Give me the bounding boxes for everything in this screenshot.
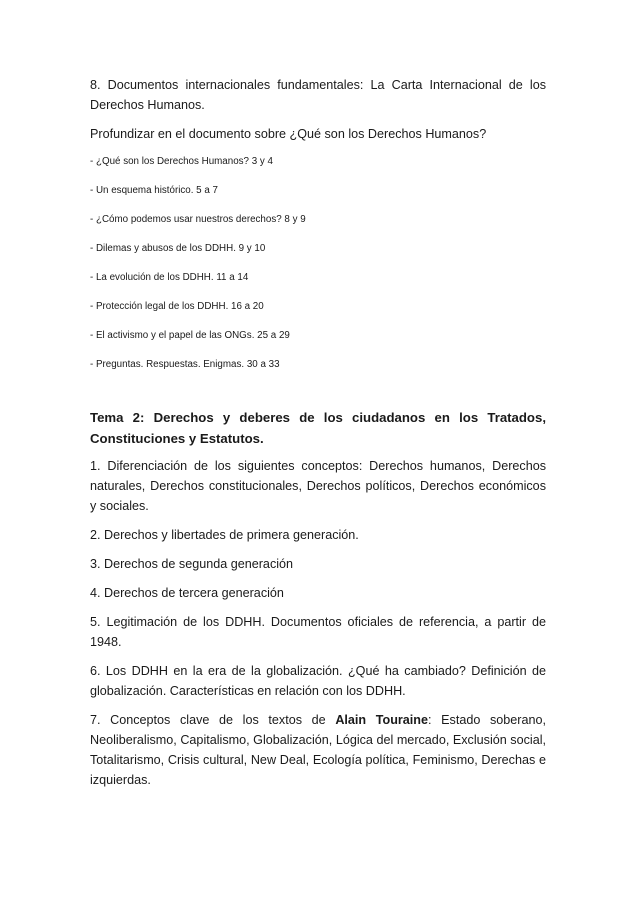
tema-2-heading: Tema 2: Derechos y deberes de los ciudadanos en los Tratados, Constituciones y Estatutos.	[90, 410, 546, 446]
tema-2-point: 5. Legitimación de los DDHH. Documentos oficiales de referencia, a partir de 1948.	[90, 615, 546, 649]
section-8-subtitle: Profundizar en el documento sobre ¿Qué son los Derechos Humanos?	[90, 127, 487, 141]
page-content	[90, 75, 546, 799]
list-item: - Protección legal de los DDHH. 16 a 20	[90, 301, 264, 312]
tema-2-point: 1. Diferenciación de los siguientes conceptos: Derechos humanos, Derechos naturales, Derechos constitucionales, Derechos políticos, Derechos económicos y sociales.	[90, 459, 546, 513]
list-item: - ¿Cómo podemos usar nuestros derechos? 8 y 9	[90, 214, 306, 225]
section-8-intro: 8. Documentos internacionales fundamentales: La Carta Internacional de los Derechos Humanos.	[90, 78, 546, 112]
list-item: - ¿Qué son los Derechos Humanos? 3 y 4	[90, 156, 273, 167]
tema-2-point: 3. Derechos de segunda generación	[90, 557, 294, 571]
tema-2-point: 4. Derechos de tercera generación	[90, 586, 284, 600]
list-item: - Dilemas y abusos de los DDHH. 9 y 10	[90, 243, 266, 254]
tema-2-point: 6. Los DDHH en la era de la globalización. ¿Qué ha cambiado? Definición de globalización. Características en relación con los DDHH.	[90, 664, 546, 698]
list-item: - Un esquema histórico. 5 a 7	[90, 185, 218, 196]
author-name: Alain Touraine	[335, 713, 428, 727]
tema-2-point-7	[90, 710, 546, 790]
list-item: - Preguntas. Respuestas. Enigmas. 30 a 33	[90, 359, 280, 370]
point-7-suffix: : Estado soberano, Neoliberalismo, Capitalismo, Globalización, Lógica del mercado, Exclusión social, Totalitarismo, Crisis cultural, New Deal, Ecología política, Feminismo, Derechas e izquierdas.	[90, 713, 546, 787]
list-item: - La evolución de los DDHH. 11 a 14	[90, 272, 249, 283]
list-item: - El activismo y el papel de las ONGs. 25 a 29	[90, 330, 290, 341]
tema-2-point: 2. Derechos y libertades de primera generación.	[90, 528, 359, 542]
point-7-prefix: 7. Conceptos clave de los textos de	[90, 713, 336, 727]
